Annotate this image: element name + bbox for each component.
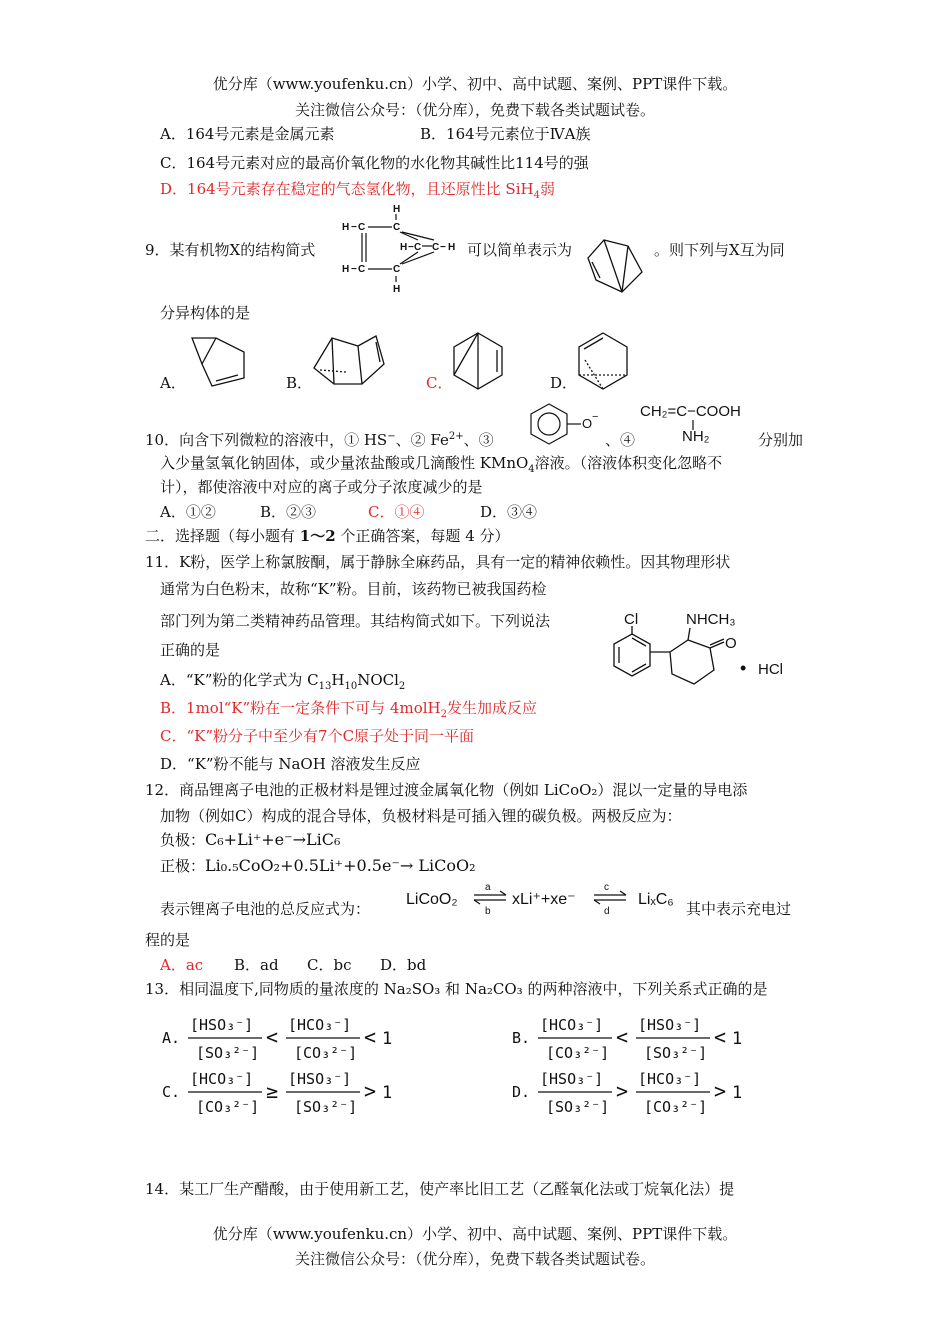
svg-text:LiCoO₂: LiCoO₂ <box>406 891 458 908</box>
q9-option-c-label: C． <box>426 374 453 392</box>
svg-text:[SO₃²⁻]: [SO₃²⁻] <box>546 1098 610 1116</box>
q9-text-3: 。则下列与X互为同 <box>654 241 785 259</box>
svg-text:•: • <box>740 658 747 678</box>
q8-option-d: D．164号元素存在稳定的气态氢化物，且还原性比 SiH$_4$弱 <box>160 180 555 201</box>
q10-line-1: 10．向含下列微粒的溶液中，① HS−、② $Fe^{2+}$、③ <box>145 431 494 449</box>
header-line-2: 关注微信公众号：（优分库），免费下载各类试题试卷。 <box>294 101 655 119</box>
header-line-1: 优分库（www.youfenku.cn）小学、初中、高中试题、案例、PPT课件下载。 <box>212 75 738 93</box>
svg-text:[HSO₃⁻]: [HSO₃⁻] <box>540 1070 604 1088</box>
q11-line-1: 11．K粉，医学上称氯胺酮，属于静脉全麻药品，具有一定的精神依赖性。因其物理形状 <box>145 553 731 571</box>
svg-text:[HSO₃⁻]: [HSO₃⁻] <box>190 1016 254 1034</box>
svg-text:C: C <box>432 242 440 253</box>
svg-text:H: H <box>342 222 350 233</box>
q11-line-3: 部门列为第二类精神药品管理。其结构简式如下。下列说法 <box>160 612 551 630</box>
q10-item-4-label: 、④ <box>605 431 636 449</box>
q10-option-b: B．②③ <box>260 503 317 521</box>
q12-option-b: B．ad <box>234 956 279 974</box>
svg-text:>: > <box>714 1079 727 1103</box>
svg-text:HCl: HCl <box>758 661 783 678</box>
q8-option-c: C．164号元素对应的最高价氧化物的水化物其碱性比114号的强 <box>160 154 589 172</box>
svg-text:<: < <box>364 1025 377 1049</box>
q13-option-b <box>510 1010 770 1064</box>
svg-text:C.: C. <box>162 1083 181 1101</box>
svg-text:H: H <box>393 284 401 295</box>
q9-text-1: 9．某有机物X的结构简式 <box>145 241 316 259</box>
q13-option-a <box>160 1010 420 1064</box>
svg-text:[CO₃²⁻]: [CO₃²⁻] <box>546 1044 610 1062</box>
svg-text:H: H <box>448 242 456 253</box>
svg-text:[SO₃²⁻]: [SO₃²⁻] <box>196 1044 260 1062</box>
q10-phenoxide-structure <box>525 402 605 446</box>
q12-total-label: 表示锂离子电池的总反应式为： <box>160 900 371 918</box>
q11-option-c: C．“K”粉分子中至少有7个C原子处于同一平面 <box>160 727 475 745</box>
svg-text:O: O <box>725 635 737 652</box>
svg-text:−: − <box>408 242 414 253</box>
svg-text:H: H <box>393 204 401 215</box>
svg-text:[HSO₃⁻]: [HSO₃⁻] <box>288 1070 352 1088</box>
q12-positive-electrode: 正极：Li₀.₅CoO₂+0.5Li⁺+0.5e⁻→ LiCoO₂ <box>160 856 476 875</box>
svg-text:>: > <box>616 1079 629 1103</box>
q9-option-b-label: B． <box>286 374 313 392</box>
footer-line-1: 优分库（www.youfenku.cn）小学、初中、高中试题、案例、PPT课件下载。 <box>212 1225 738 1243</box>
q9-text-2: 可以简单表示为 <box>467 241 573 259</box>
svg-text:1: 1 <box>382 1083 393 1103</box>
q13-option-d <box>510 1064 770 1118</box>
svg-text:xLi⁺+xe⁻: xLi⁺+xe⁻ <box>512 891 576 908</box>
svg-text:[HCO₃⁻]: [HCO₃⁻] <box>190 1070 254 1088</box>
svg-text:[CO₃²⁻]: [CO₃²⁻] <box>294 1044 358 1062</box>
q8-option-a: A．164号元素是金属元素 <box>160 125 335 143</box>
q9-option-d-label: D． <box>550 374 578 392</box>
q11-option-b: B．1mol“K”粉在一定条件下可与 4molH$_2$发生加成反应 <box>160 699 537 720</box>
q9-option-d-structure <box>575 330 631 392</box>
svg-text:<: < <box>266 1025 279 1049</box>
svg-text:C: C <box>414 242 422 253</box>
svg-text:H: H <box>342 264 350 275</box>
q12-negative-electrode: 负极：C₆+Li⁺+e⁻→LiC₆ <box>160 830 341 849</box>
q9-option-b-structure <box>310 332 388 392</box>
svg-text:1: 1 <box>382 1029 393 1049</box>
svg-text:[CO₃²⁻]: [CO₃²⁻] <box>644 1098 708 1116</box>
svg-text:<: < <box>714 1025 727 1049</box>
q12-option-d: D．bd <box>380 956 427 974</box>
svg-text:1: 1 <box>732 1083 743 1103</box>
q9-simplified-structure <box>582 232 654 298</box>
q9-option-a-label: A． <box>160 374 186 392</box>
svg-text:[HCO₃⁻]: [HCO₃⁻] <box>638 1070 702 1088</box>
svg-text:Cl: Cl <box>624 611 639 628</box>
q12-line-end: 程的是 <box>145 931 191 949</box>
svg-text:[HSO₃⁻]: [HSO₃⁻] <box>638 1016 702 1034</box>
svg-text:a: a <box>485 882 491 893</box>
svg-text:H: H <box>400 242 408 253</box>
q14-line-1: 14．某工厂生产醋酸，由于使用新工艺，使产率比旧工艺（乙醛氧化法或丁烷氧化法）提 <box>145 1180 735 1198</box>
svg-text:−: − <box>440 242 446 253</box>
svg-text:B.: B. <box>512 1029 531 1047</box>
q9-structure-x <box>338 200 468 296</box>
svg-text:[HCO₃⁻]: [HCO₃⁻] <box>288 1016 352 1034</box>
svg-text:LiₓC₆: LiₓC₆ <box>638 891 674 908</box>
svg-text:C: C <box>358 264 366 275</box>
q11-option-d: D．“K”粉不能与 NaOH 溶液发生反应 <box>160 755 421 773</box>
svg-text:<: < <box>616 1025 629 1049</box>
svg-text:−: − <box>351 264 357 275</box>
svg-text:C: C <box>358 222 366 233</box>
svg-text:[CO₃²⁻]: [CO₃²⁻] <box>196 1098 260 1116</box>
section-2-heading: 二．选择题（每小题有 1～2 个正确答案，每题 4 分） <box>145 527 510 545</box>
q10-line-2: 入少量氢氧化钠固体，或少量浓盐酸或几滴酸性 KMnO$_4$溶液。（溶液体积变化忽略不 <box>160 454 723 475</box>
svg-text:D.: D. <box>512 1083 531 1101</box>
q12-line-2: 加物（例如C）构成的混合导体，负极材料是可插入锂的碳负极。两极反应为： <box>160 807 682 825</box>
svg-text:[SO₃²⁻]: [SO₃²⁻] <box>294 1098 358 1116</box>
q12-line-1: 12．商品锂离子电池的正极材料是锂过渡金属氧化物（例如 LiCoO₂）混以一定量的导电添 <box>145 781 748 799</box>
q11-ketamine-structure <box>606 608 802 694</box>
svg-text:d: d <box>604 906 610 916</box>
svg-text:1: 1 <box>732 1029 743 1049</box>
svg-text:≥: ≥ <box>266 1079 279 1103</box>
svg-text:O: O <box>582 416 593 431</box>
q10-option-d: D．③④ <box>480 503 538 521</box>
q13-option-c <box>160 1064 420 1118</box>
q9-option-a-structure <box>186 334 250 390</box>
q12-option-c: C．bc <box>307 956 352 974</box>
svg-text:b: b <box>485 906 491 916</box>
q10-amino-acid-bottom: NH₂ <box>682 428 710 445</box>
svg-text:>: > <box>364 1079 377 1103</box>
q9-option-c-structure <box>450 330 506 392</box>
svg-text:A.: A. <box>162 1029 181 1047</box>
q10-line-1-end: 分别加 <box>758 431 804 449</box>
q8-option-b: B．164号元素位于ⅣA族 <box>420 125 591 143</box>
svg-text:[SO₃²⁻]: [SO₃²⁻] <box>644 1044 708 1062</box>
svg-text:[HCO₃⁻]: [HCO₃⁻] <box>540 1016 604 1034</box>
q10-option-a: A．①② <box>160 503 216 521</box>
q13-line-1: 13．相同温度下,同物质的量浓度的 Na₂SO₃ 和 Na₂CO₃ 的两种溶液中，下列关系式正确的是 <box>145 980 768 998</box>
q12-option-a: A．ac <box>160 956 204 974</box>
svg-text:−: − <box>351 222 357 233</box>
q11-option-a: A．“K”粉的化学式为 $C_{13}H_{10}NOCl_2$ <box>160 671 406 692</box>
svg-text:NHCH₃: NHCH₃ <box>686 611 736 628</box>
q12-total-end: 其中表示充电过 <box>686 900 792 918</box>
q10-amino-acid-top: CH₂=C−COOH <box>640 403 741 420</box>
q10-option-c: C．①④ <box>368 503 425 521</box>
footer-line-2: 关注微信公众号：（优分库），免费下载各类试题试卷。 <box>294 1250 655 1268</box>
svg-text:C: C <box>393 222 401 233</box>
svg-text:c: c <box>604 882 609 893</box>
svg-text:C: C <box>393 264 401 275</box>
q9-text-4: 分异构体的是 <box>160 304 251 322</box>
q10-line-3: 计），都使溶液中对应的离子或分子浓度减少的是 <box>160 478 483 496</box>
q11-line-4: 正确的是 <box>160 641 221 659</box>
svg-text:−: − <box>592 411 599 423</box>
q11-line-2: 通常为白色粉末，故称“K”粉。目前，该药物已被我国药检 <box>160 580 547 598</box>
q12-total-equation <box>404 878 686 916</box>
